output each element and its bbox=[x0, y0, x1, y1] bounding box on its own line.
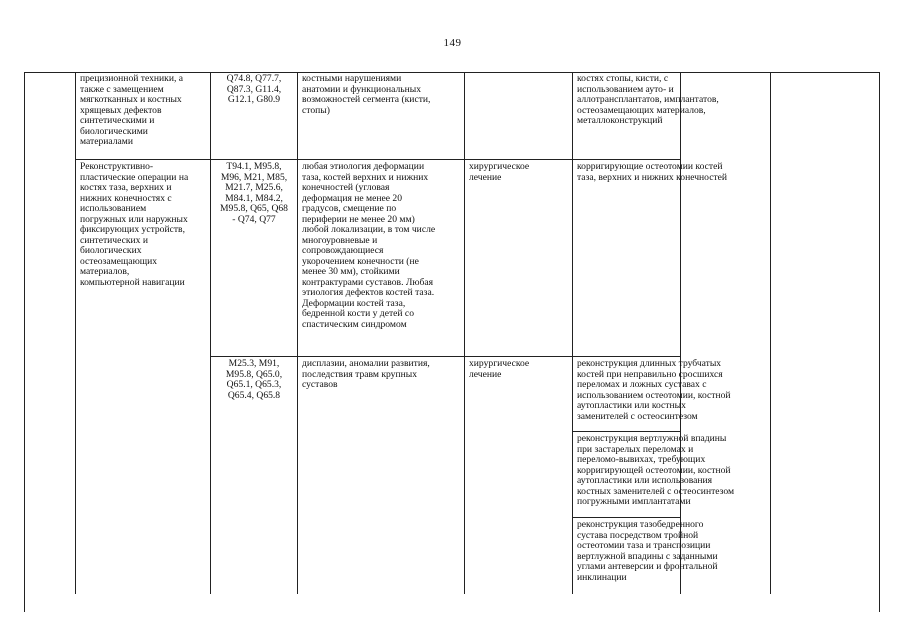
row-3-method-c: реконструкция тазобедренного сустава посредством тройной остеотомии таза и транспозиции вертлужной впадины с заданными углами антеверсии и фронтальной инклинации bbox=[577, 519, 718, 583]
page-number: 149 bbox=[443, 37, 462, 49]
method-3b-bottom-border bbox=[572, 517, 680, 518]
col-border-2 bbox=[210, 72, 211, 594]
row-2-bottom-border bbox=[210, 356, 680, 357]
col-border-1 bbox=[75, 72, 76, 594]
row-1-codes: Q74.8, Q77.7, Q87.3, G11.4, G12.1, G80.9 bbox=[226, 73, 282, 105]
row-3-treatment: хирургическое лечение bbox=[469, 358, 530, 380]
method-3a-bottom-border bbox=[572, 431, 680, 432]
row-3-method-b: реконструкция вертлужной впадины при застарелых переломах и переломо-вывихах, требующих корригирующей остеотомии, костной аутопластики или использования костных заменителей с остеосинтезом погружными имплантатами bbox=[577, 433, 735, 507]
row-1-bottom-border bbox=[75, 159, 680, 160]
col-border-5 bbox=[572, 72, 573, 594]
col-border-6 bbox=[680, 72, 681, 594]
col-border-7 bbox=[770, 72, 771, 594]
row-3-method-a: реконструкция длинных трубчатых костей при неправильно сросшихся переломах и ложных суставах с использованием остеотомии, костной аутопластики или костных заменителей с остеосинтезом bbox=[577, 358, 731, 422]
row-2-model: любая этиология деформации таза, костей верхних и нижних конечностей (угловая деформация не менее 20 градусов, смещение по периферии не менее 20 мм) любой локализации, в том числе многоуровневые и сопровождающиеся укорочением конечности (не менее 30 мм), стойкими контрактурами суставов. Любая этиология дефектов костей таза. Деформации костей таза, бедренной кости у детей со спастическим синдромом bbox=[302, 161, 436, 330]
row-1-model: костными нарушениями анатомии и функциональных возможностей сегмента (кисти, стопы) bbox=[302, 73, 431, 116]
col-border-4 bbox=[464, 72, 465, 594]
col-border-0 bbox=[24, 72, 25, 612]
row-2-method: корригирующие остеотомии костей таза, верхних и нижних конечностей bbox=[577, 161, 728, 183]
row-2-name: Реконструктивно- пластические операции на костях таза, верхних и нижних конечностях с использованием погружных или наружных фиксирующих устройств, синтетических и биологических остеозамещающих материалов, компьютерной навигации bbox=[80, 161, 189, 288]
col-border-3 bbox=[297, 72, 298, 594]
row-3-codes: M25.3, M91, M95.8, Q65.0, Q65.1, Q65.3, Q65.4, Q65.8 bbox=[225, 358, 283, 401]
row-2-treatment: хирургическое лечение bbox=[469, 161, 530, 183]
row-1-method: костях стопы, кисти, с использованием ауто- и аллотрансплантатов, имплантатов, остеозамещающих материалов, металлоконструкций bbox=[577, 73, 719, 126]
row-3-model: дисплазии, аномалии развития, последствия травм крупных суставов bbox=[302, 358, 430, 390]
row-2-codes: T94.1, M95.8, M96, M21, M85, M21.7, M25.6, M84.1, M84.2, M95.8, Q65, Q68 - Q74, Q77 bbox=[220, 161, 288, 225]
col-border-8 bbox=[879, 72, 880, 612]
row-1-name: прецизионной техники, а также с замещением мягкотканных и костных хрящевых дефектов синтетическими и биологическими материалами bbox=[80, 73, 184, 147]
